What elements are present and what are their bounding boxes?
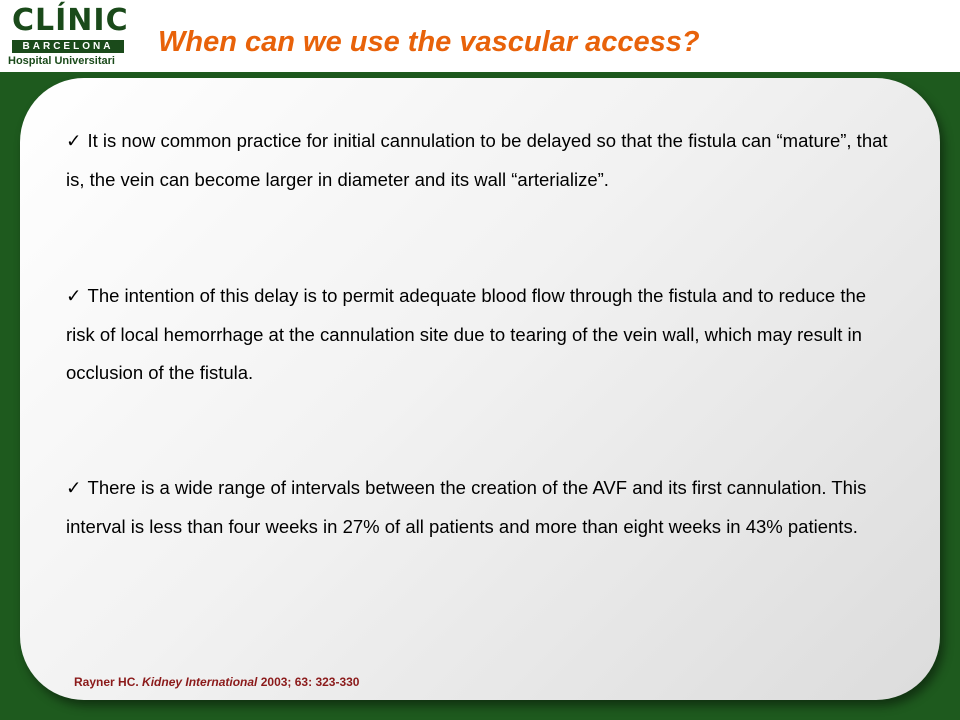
slide-title: When can we use the vascular access? [158,26,700,58]
logo-city: BARCELONA [12,40,124,53]
checkmark-icon: ✓ [66,130,82,151]
citation [74,675,359,689]
citation-details: 2003; 63: 323-330 [260,675,360,689]
citation-author: Rayner HC. [74,675,139,689]
slide-header [0,0,960,72]
logo-name: CLÍNIC [12,3,129,38]
bullet-text: It is now common practice for initial cannulation to be delayed so that the fistula can “mature”, that is, the vein can become larger in diameter and its wall “arterialize”. [66,130,888,190]
bullet-text: The intention of this delay is to permit adequate blood flow through the fistula and to reduce the risk of local hemorrhage at the cannulation site due to tearing of the vein wall, which may result in occlusion of the fistula. [66,285,867,383]
logo-subtitle: Hospital Universitari [8,55,115,67]
bullet-text: There is a wide range of intervals between the creation of the AVF and its first cannulation. This interval is less than four weeks in 27% of all patients and more than eight weeks in 43% patients. [66,477,867,537]
clinic-logo [8,3,129,68]
citation-journal: Kidney International [142,675,258,689]
checkmark-icon: ✓ [66,285,82,306]
bullet-paragraph-2 [66,277,896,393]
checkmark-icon: ✓ [66,477,82,498]
bullet-paragraph-1 [66,122,896,199]
bullet-paragraph-3 [66,469,896,546]
